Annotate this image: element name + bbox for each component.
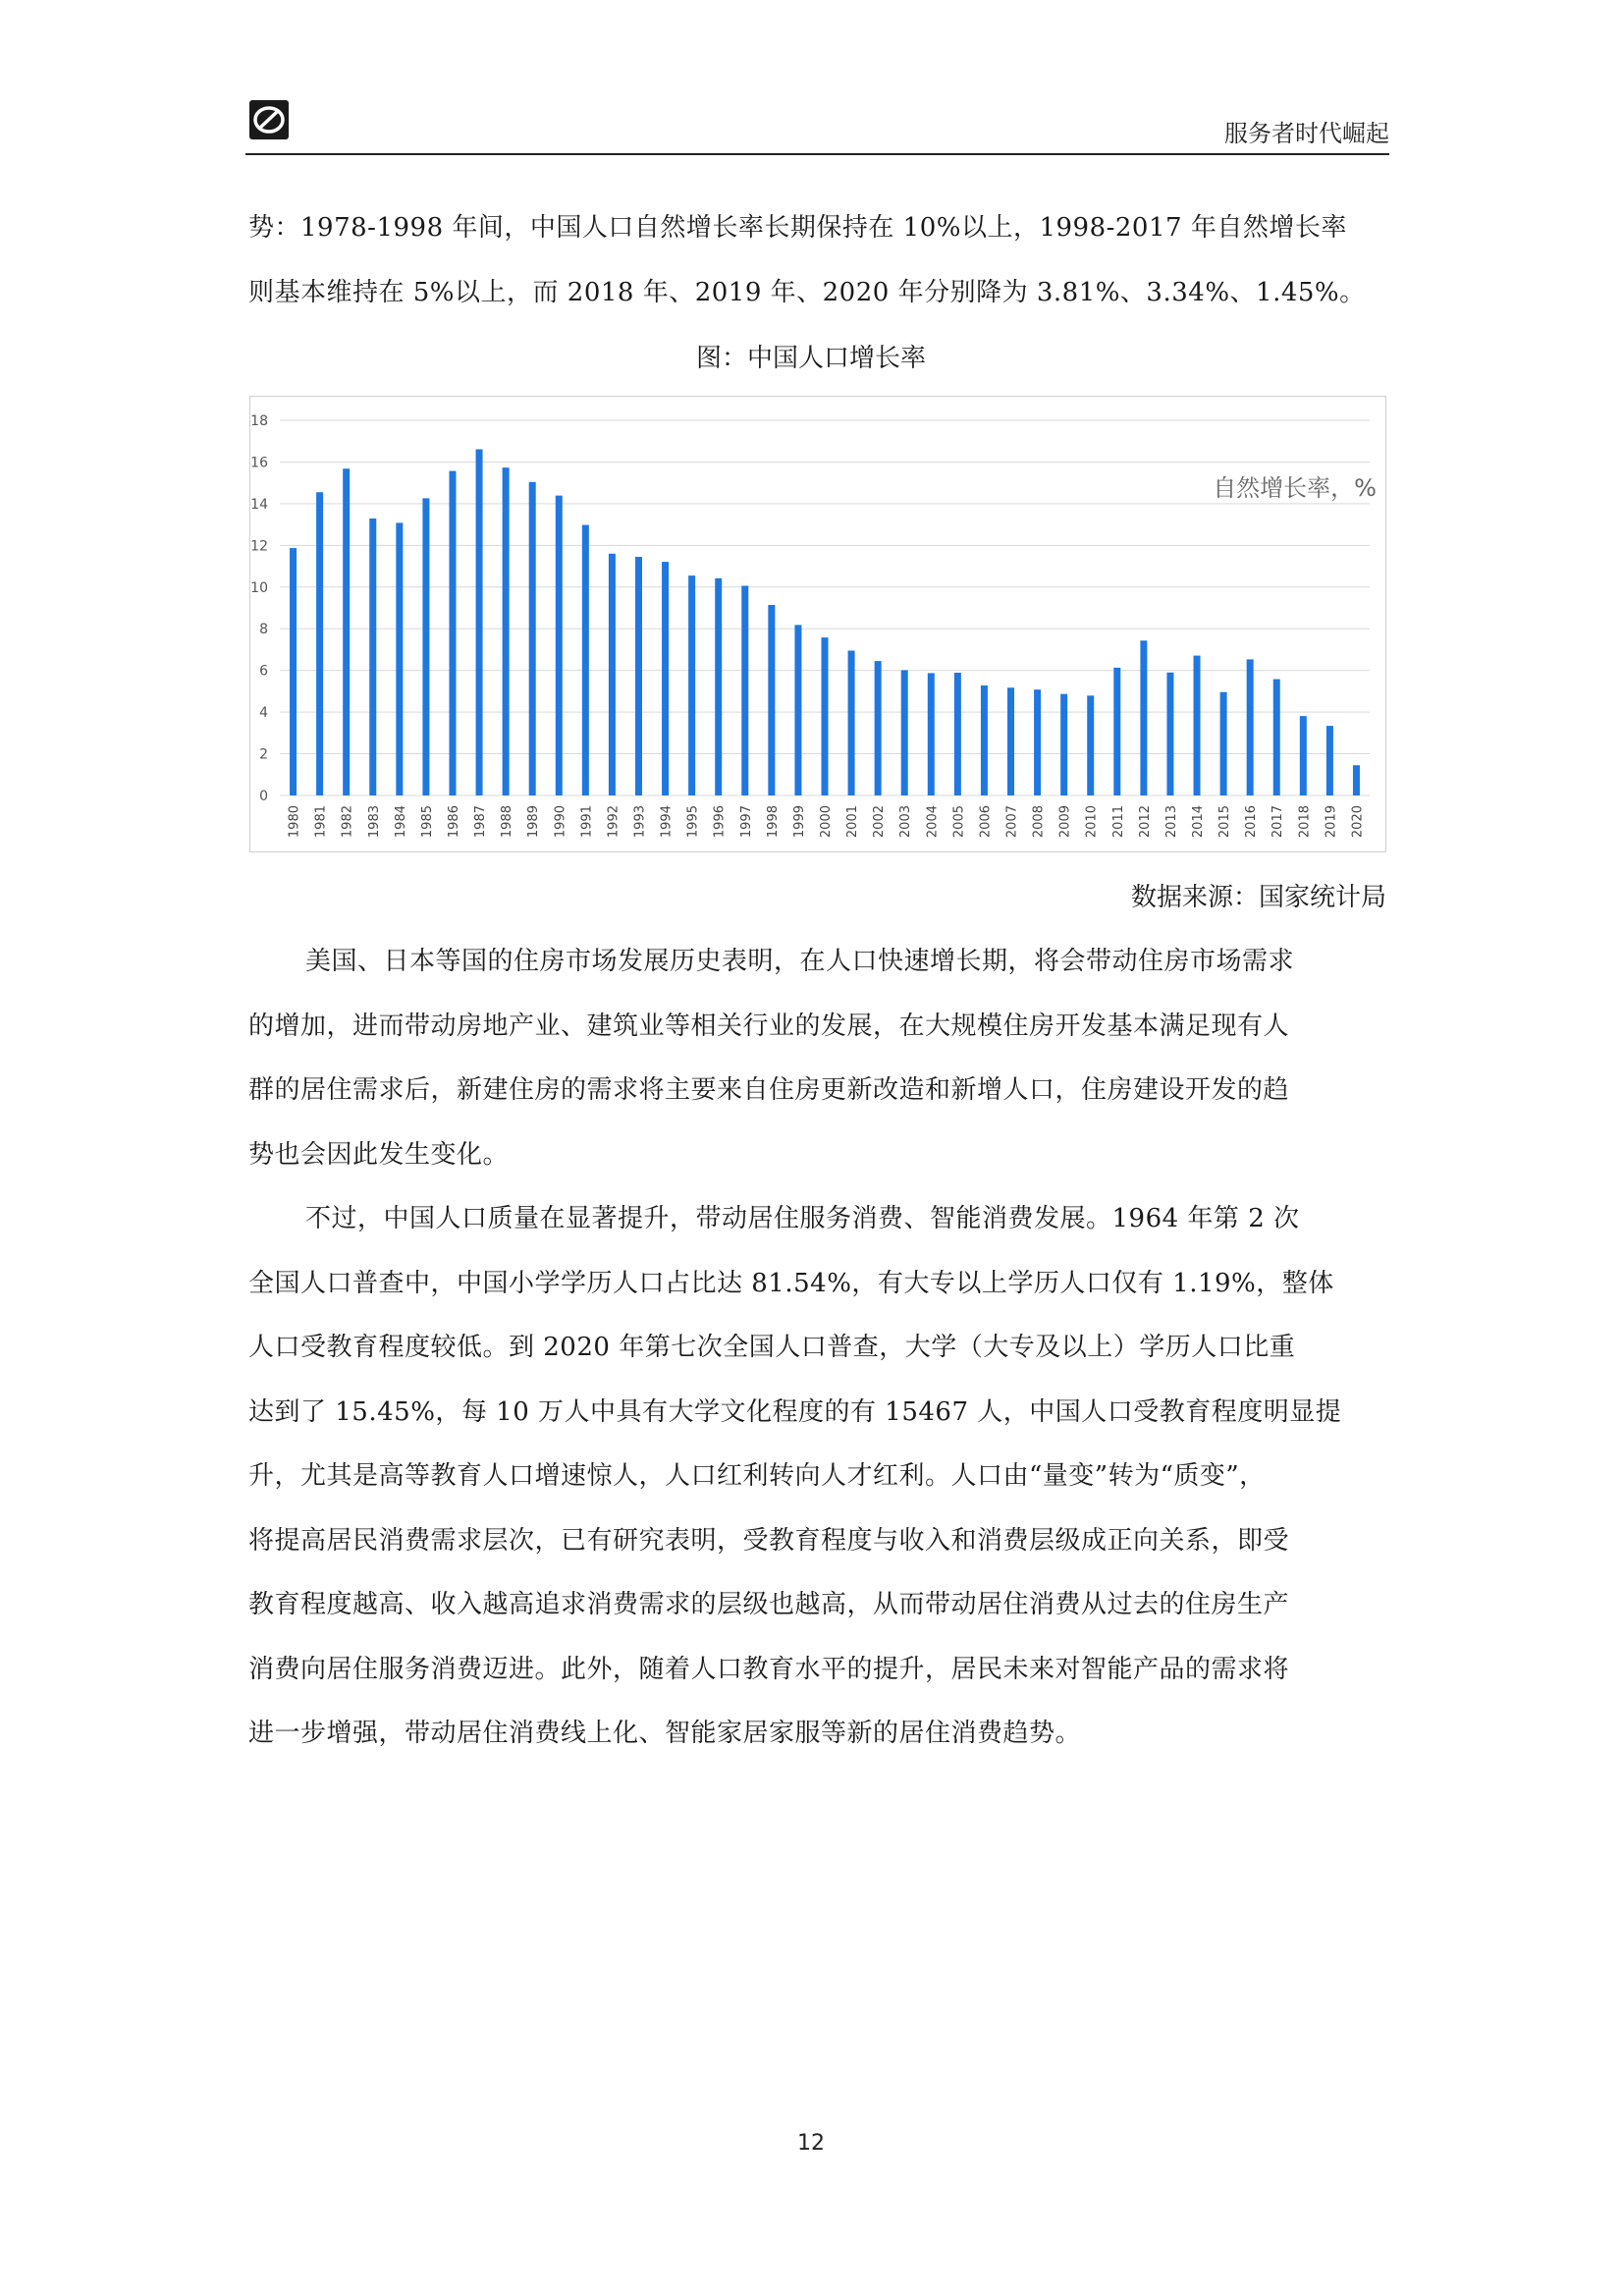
y-tick-label: 4	[259, 705, 268, 722]
x-tick-label: 2006	[978, 805, 994, 839]
bar-2004	[928, 673, 935, 795]
bar-1991	[582, 525, 589, 795]
x-tick-label: 1991	[579, 805, 595, 839]
paragraph-line: 全国人口普查中，中国小学学历人口占比达 81.54%，有大专以上学历人口仅有 1.19%，整体	[248, 1268, 1334, 1298]
x-tick-label: 2013	[1163, 805, 1179, 839]
bar-1997	[741, 586, 748, 796]
bar-1984	[396, 522, 403, 795]
bar-2005	[954, 673, 961, 795]
x-tick-label: 1983	[366, 805, 382, 839]
y-tick-label: 6	[259, 663, 268, 680]
x-tick-label: 1980	[287, 805, 302, 839]
x-tick-label: 2012	[1137, 805, 1153, 839]
paragraph-line: 势也会因此发生变化。	[248, 1139, 510, 1170]
x-tick-label: 2008	[1031, 805, 1047, 839]
y-tick-label: 0	[259, 789, 268, 804]
bar-2020	[1353, 765, 1360, 795]
paragraph-line: 将提高居民消费需求层次，已有研究表明，受教育程度与收入和消费层级成正向关系，即受	[248, 1525, 1290, 1556]
paragraph-line: 人口受教育程度较低。到 2020 年第七次全国人口普查，大学（大专及以上）学历人口比重	[248, 1333, 1296, 1362]
x-tick-label: 2000	[819, 805, 834, 839]
x-tick-label: 1986	[446, 805, 461, 839]
paragraph-line: 美国、日本等国的住房市场发展历史表明，在人口快速增长期，将会带动住房市场需求	[305, 947, 1295, 976]
x-tick-label: 1993	[632, 805, 648, 839]
x-tick-label: 1981	[313, 805, 329, 839]
bar-2017	[1273, 680, 1280, 795]
bar-1982	[343, 468, 350, 795]
bar-2011	[1113, 668, 1120, 795]
x-tick-label: 1987	[473, 805, 489, 839]
y-tick-label: 2	[259, 746, 268, 763]
x-tick-label: 2003	[898, 805, 914, 839]
bar-1985	[422, 498, 429, 795]
header-title: 服务者时代崛起	[1224, 120, 1389, 147]
paragraph-line: 消费向居住服务消费迈进。此外，随着人口教育水平的提升，居民未来对智能产品的需求将	[248, 1654, 1290, 1684]
x-tick-label: 1988	[500, 805, 515, 839]
paragraph-line: 不过，中国人口质量在显著提升，带动居住服务消费、智能消费发展。1964 年第 2 次	[305, 1204, 1300, 1233]
brand-logo-icon	[247, 98, 291, 141]
x-tick-label: 1995	[685, 805, 701, 839]
x-tick-label: 2002	[872, 805, 888, 839]
bar-1993	[635, 557, 642, 795]
bar-2014	[1194, 656, 1201, 795]
bar-2012	[1140, 640, 1147, 795]
x-tick-label: 1985	[419, 805, 435, 839]
paragraph-line: 群的居住需求后，新建住房的需求将主要来自住房更新改造和新增人口，住房建设开发的趋	[248, 1075, 1290, 1105]
bar-1994	[662, 562, 669, 795]
chart-svg	[250, 397, 1385, 851]
x-tick-label: 2001	[845, 805, 861, 839]
bar-1990	[556, 496, 563, 795]
data-source: 数据来源：国家统计局	[1130, 883, 1386, 912]
bar-1999	[794, 625, 801, 795]
x-tick-label: 2014	[1191, 805, 1207, 839]
page-number: 12	[797, 2131, 825, 2156]
paragraph-education	[248, 1187, 1387, 1767]
bar-1989	[529, 482, 536, 795]
bar-2018	[1300, 716, 1307, 795]
paragraph-line: 升，尤其是高等教育人口增速惊人，人口红利转向人才红利。人口由“量变”转为“质变”，	[248, 1461, 1266, 1491]
x-tick-label: 1996	[712, 805, 728, 839]
bar-1995	[688, 575, 695, 795]
bar-2013	[1166, 673, 1173, 795]
bar-2007	[1007, 687, 1014, 795]
bar-1998	[768, 605, 775, 795]
bar-1986	[449, 471, 456, 795]
population-growth-chart	[249, 396, 1386, 852]
intro-line: 势：1978-1998 年间，中国人口自然增长率长期保持在 10%以上，1998-2017 年自然增长率	[248, 213, 1347, 243]
x-tick-label: 2018	[1297, 805, 1313, 839]
x-tick-label: 1998	[765, 805, 781, 839]
bar-2016	[1247, 659, 1254, 795]
bar-2015	[1220, 692, 1227, 795]
x-tick-label: 2007	[1004, 805, 1020, 839]
bar-1996	[715, 578, 722, 795]
bar-1988	[503, 467, 510, 795]
bar-1981	[316, 492, 323, 795]
paragraph-line: 的增加，进而带动房地产业、建筑业等相关行业的发展，在大规模住房开发基本满足现有人	[248, 1011, 1290, 1041]
bar-2002	[875, 661, 882, 795]
x-tick-label: 2015	[1217, 805, 1233, 839]
page-header	[245, 98, 1389, 155]
y-tick-label: 12	[250, 538, 268, 555]
bar-2019	[1326, 726, 1333, 795]
y-tick-label: 18	[250, 413, 268, 429]
paragraph-housing	[248, 930, 1387, 1187]
bar-2006	[981, 685, 988, 795]
y-tick-label: 14	[250, 496, 268, 513]
x-tick-label: 1984	[393, 805, 408, 839]
x-tick-label: 1990	[553, 805, 568, 839]
bar-2009	[1060, 694, 1067, 795]
bar-1983	[369, 519, 376, 795]
bar-2010	[1087, 695, 1094, 795]
paragraph-line: 进一步增强，带动居住消费线上化、智能家居家服等新的居住消费趋势。	[248, 1719, 1082, 1748]
figure-caption: 图：中国人口增长率	[695, 344, 926, 373]
bar-2000	[822, 637, 829, 795]
x-tick-label: 1982	[340, 805, 355, 839]
bar-1987	[476, 450, 483, 796]
x-tick-label: 2017	[1271, 805, 1286, 839]
bar-2008	[1034, 689, 1041, 795]
x-tick-label: 2016	[1244, 804, 1260, 839]
x-tick-label: 2019	[1324, 805, 1339, 839]
x-tick-label: 1994	[659, 805, 675, 839]
y-tick-label: 16	[250, 455, 268, 471]
y-tick-label: 10	[250, 579, 268, 596]
bar-1992	[609, 554, 616, 795]
x-tick-label: 2004	[925, 805, 941, 839]
x-tick-label: 2009	[1057, 805, 1073, 839]
intro-paragraph	[248, 196, 1387, 325]
x-tick-label: 2011	[1110, 805, 1126, 839]
paragraph-line: 教育程度越高、收入越高追求消费需求的层级也越高，从而带动居住消费从过去的住房生产	[248, 1590, 1290, 1619]
x-tick-label: 2020	[1350, 805, 1366, 839]
chart-legend-label: 自然增长率，%	[1213, 474, 1377, 502]
paragraph-line: 达到了 15.45%，每 10 万人中具有大学文化程度的有 15467 人，中国人口受教育程度明显提	[248, 1396, 1342, 1427]
x-tick-label: 1997	[738, 805, 754, 839]
bar-2003	[901, 670, 908, 795]
intro-line: 则基本维持在 5%以上，而 2018 年、2019 年、2020 年分别降为 3.81%、3.34%、1.45%。	[248, 277, 1366, 307]
bar-2001	[848, 651, 855, 795]
x-tick-label: 1992	[606, 805, 622, 839]
x-tick-label: 1989	[526, 805, 542, 839]
bar-1980	[290, 548, 297, 795]
x-tick-label: 1999	[791, 805, 807, 839]
x-tick-label: 2005	[951, 805, 967, 839]
x-tick-label: 2010	[1084, 805, 1100, 839]
y-tick-label: 8	[259, 622, 268, 638]
